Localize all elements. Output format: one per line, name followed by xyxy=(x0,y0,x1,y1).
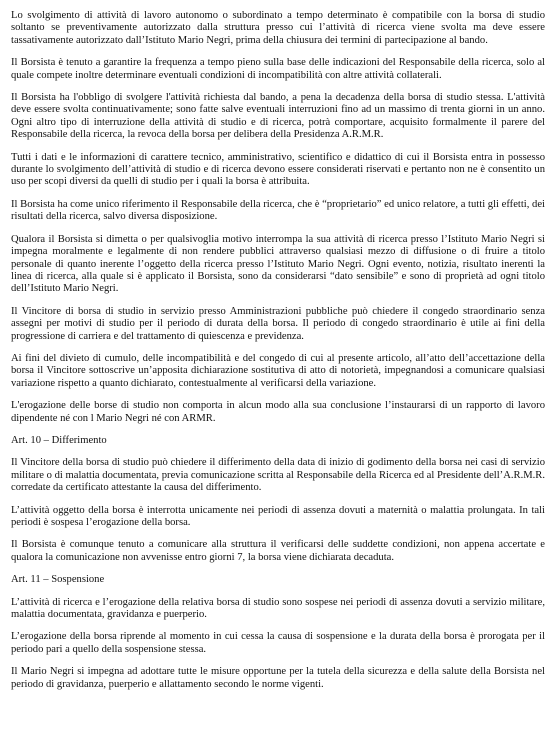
art-11-heading: Art. 11 – Sospensione xyxy=(11,574,105,586)
paragraph-frequenza: Il Borsista è tenuto a garantire la frequenza a tempo pieno sulla base delle indicazioni del Responsabile della ricerca, solo al quale compete inoltre determinare eventuali condizioni di incompatibilità con altre attività collaterali. xyxy=(11,57,545,81)
paragraph-obbligo-attivita: Il Borsista ha l'obbligo di svolgere l'attività richiesta dal bando, a pena la decadenza della borsa di studio stessa. L'attività deve essere svolta continuativamente; sono fatte salve eventuali interruzioni fino ad un massimo di trenta giorni in un anno. Ogni altro tipo di interruzione della attività di studio e di ricerca, potrà comportare, acquisito formalmente il parere del Responsabile della ricerca, la revoca della borsa per delibera della Presidenza A.R.M.R. xyxy=(11,92,545,141)
paragraph-cumulo: Ai fini del divieto di cumulo, delle incompatibilità e del congedo di cui al presente articolo, all’atto dell’accettazione della borsa il Vincitore sottoscrive un’apposita dichiarazione sostitutiva di atto di notorietà, impegnandosi a comunicare qualsiasi variazione rispetto a quanto dichiarato, contestualmente al verificarsi della variazione. xyxy=(11,352,545,389)
paragraph-riferimento: Il Borsista ha come unico riferimento il Responsabile della ricerca, che è “proprietario” ed unico relatore, a tutti gli effetti, dei risultati della ricerca, salvo diversa disposizione. xyxy=(11,198,545,223)
paragraph-congedo: Il Vincitore di borsa di studio in servizio presso Amministrazioni pubbliche può chiedere il congedo straordinario senza assegni per motivi di studio per il periodo di durata della borsa. Il periodo di congedo straordinario è utile ai fini della progressione di carriera e del trattamento di quiescenza e previdenza. xyxy=(11,305,545,342)
paragraph-dimissioni: Qualora il Borsista si dimetta o per qualsivoglia motivo interrompa la sua attività di ricerca presso l’Istituto Mario Negri si impegna moralmente e legalmente di non rendere pubblici attraverso qualsiasi mezzo di diffusione o di fruire a titolo personale di quanto inerente l’oggetto della ricerca presso l’Istituto Mario Negri. Ogni evento, notizia, risultato inerenti la linea di ricerca, alla quale si è applicato il Borsista, sono da considerarsi “dato sensibile” e sono di proprietà ad ogni titolo dell’Istituto Mario Negri. xyxy=(11,233,545,295)
paragraph-interruzione: L’attività oggetto della borsa è interrotta unicamente nei periodi di assenza dovuti a maternità o malattia prolungata. In tali periodi è sospesa l’erogazione della borsa. xyxy=(11,504,545,528)
paragraph-riservatezza: Tutti i dati e le informazioni di carattere tecnico, amministrativo, scientifico e didattico di cui il Borsista entra in possesso durante lo svolgimento dell’attività di studio e di ricerca devono essere considerati riservati e pertanto non ne è consentito un uso per scopi diversi da quelli di studio per i quali la borsa è attribuita. xyxy=(11,151,545,188)
document-page xyxy=(11,10,545,701)
paragraph-comunicazione: Il Borsista è comunque tenuto a comunicare alla struttura il verificarsi delle suddette condizioni, non appena accertate e qualora la comunicazione non avvenisse entro giorni 7, la borsa viene dichiarata decaduta. xyxy=(11,539,545,563)
paragraph-sicurezza: Il Mario Negri si impegna ad adottare tutte le misure opportune per la tutela della sicurezza e della salute della Borsista nel periodo di gravidanza, puerperio e allattamento secondo le norme vigenti. xyxy=(11,666,545,690)
paragraph-differimento: Il Vincitore della borsa di studio può chiedere il differimento della data di inizio di godimento della borsa nei casi di servizio militare o di malattia documentata, previa comunicazione scritta al Responsabile della Ricerca ed al Presidente dell’A.R.M.R. corredate da certificato attestante la causa del differimento. xyxy=(11,457,545,494)
art-10-heading: Art. 10 – Differimento xyxy=(11,434,107,446)
paragraph-rapporto-lavoro: L'erogazione delle borse di studio non comporta in alcun modo alla sua conclusione l’instaurarsi di un rapporto di lavoro dipendente né con l Mario Negri né con ARMR. xyxy=(11,400,545,424)
paragraph-lavoro-autonomo: Lo svolgimento di attività di lavoro autonomo o subordinato a tempo determinato è compatibile con la borsa di studio soltanto se preventivamente autorizzato dalla struttura presso cui l’attività di ricerca viene svolta ma deve essere tassativamente autorizzato dall’Istituto Mario Negri, prima della chiusura dei termini di partecipazione al bando. xyxy=(11,10,545,46)
paragraph-sospensione: L’attività di ricerca e l’erogazione della relativa borsa di studio sono sospese nei periodi di assenza dovuti a servizio militare, malattia documentata, gravidanza e puerperio. xyxy=(11,596,545,621)
paragraph-ripresa: L’erogazione della borsa riprende al momento in cui cessa la causa di sospensione e la durata della borsa è prorogata per il periodo pari a quello della sospensione stessa. xyxy=(11,631,545,655)
